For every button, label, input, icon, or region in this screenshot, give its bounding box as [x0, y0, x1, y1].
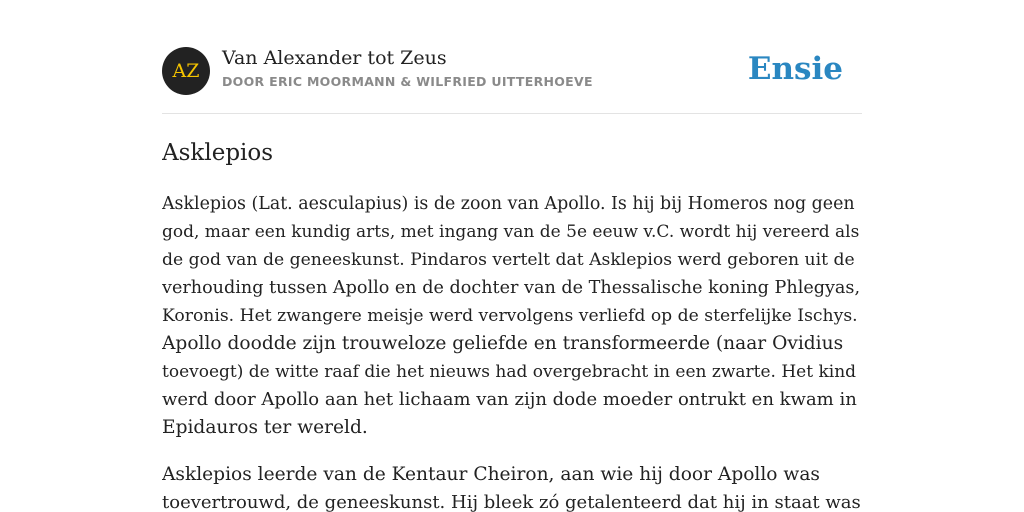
paragraph-line: Epidauros ter wereld.	[162, 417, 368, 438]
header	[162, 46, 862, 96]
paragraph-line: god, maar een kundig arts, met ingang van de 5e eeuw v.C. wordt hij vereerd als	[162, 222, 860, 242]
entry-paragraph	[162, 190, 862, 442]
header-divider	[162, 113, 862, 114]
paragraph-line: Asklepios (Lat. aesculapius) is de zoon van Apollo. Is hij bij Homeros nog geen	[162, 194, 855, 214]
entry-paragraph	[162, 461, 862, 512]
paragraph-line: toevertrouwd, de geneeskunst. Hij bleek zó getalenteerd dat hij in staat was	[162, 492, 861, 512]
entry-body	[162, 190, 862, 512]
ensie-logo[interactable]: Ensie	[747, 51, 843, 87]
book-title[interactable]: Van Alexander tot Zeus	[222, 47, 447, 69]
paragraph-line: verhouding tussen Apollo en de dochter van de Thessalische koning Phlegyas,	[162, 278, 861, 298]
paragraph-line: Asklepios leerde van de Kentaur Cheiron, aan wie hij door Apollo was	[162, 464, 820, 485]
paragraph-line: werd door Apollo aan het lichaam van zijn dode moeder ontrukt en kwam in	[162, 389, 857, 410]
paragraph-line: Koronis. Het zwangere meisje werd vervolgens verliefd op de sterfelijke Ischys.	[162, 306, 858, 326]
book-avatar[interactable]: AZ	[162, 47, 210, 95]
paragraph-line: toevoegt) de witte raaf die het nieuws had overgebracht in een zwarte. Het kind	[162, 362, 857, 382]
paragraph-line: de god van de geneeskunst. Pindaros vertelt dat Asklepios werd geboren uit de	[162, 250, 855, 270]
entry-title: Asklepios	[162, 140, 274, 166]
paragraph-line: Apollo doodde zijn trouweloze geliefde en transformeerde (naar Ovidius	[162, 333, 844, 354]
page	[162, 0, 862, 512]
book-authors: DOOR ERIC MOORMANN & WILFRIED UITTERHOEVE	[222, 74, 593, 89]
